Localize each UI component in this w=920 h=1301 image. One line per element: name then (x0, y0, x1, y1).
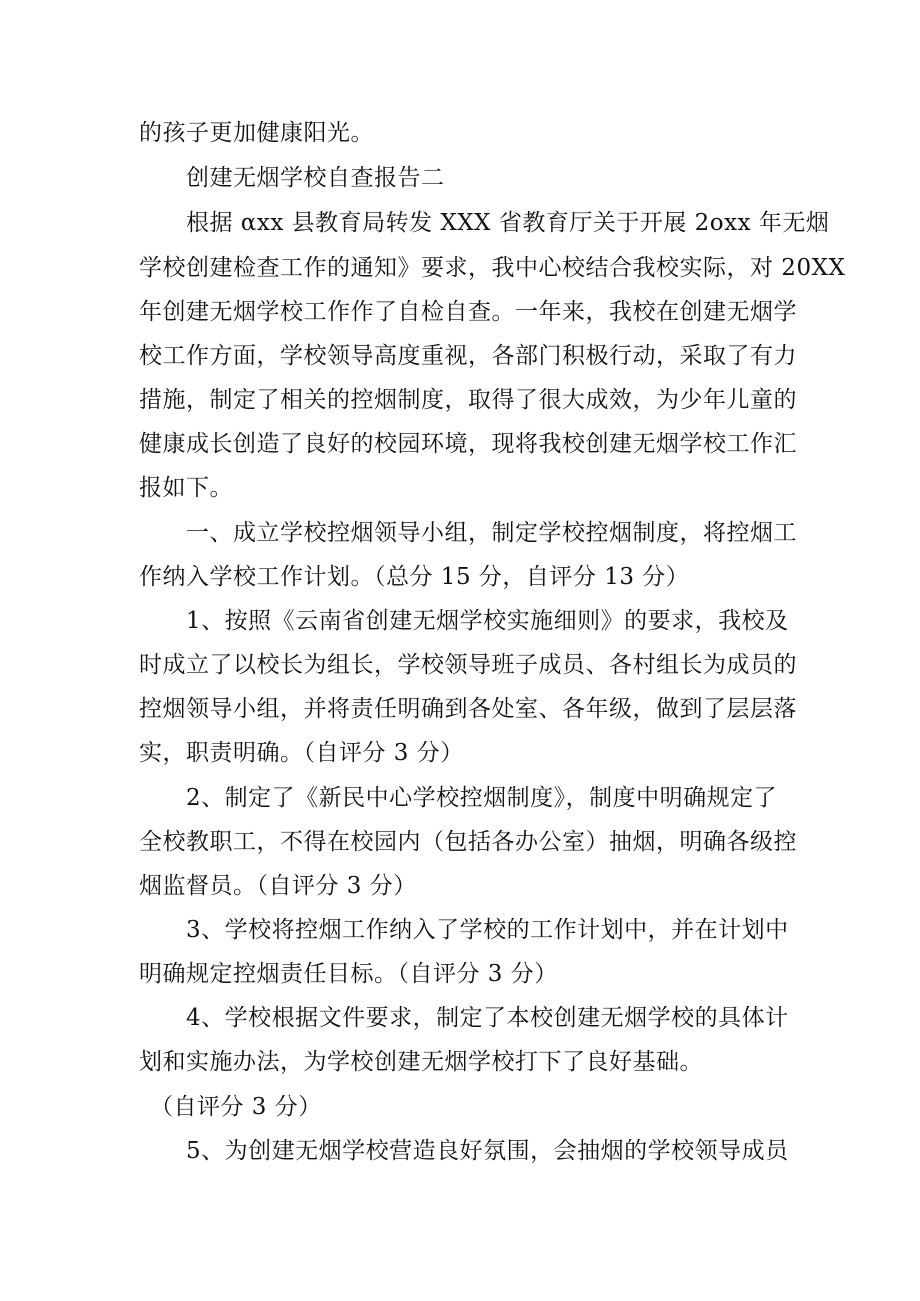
text-line-1: 的孩子更加健康阳光。 (139, 120, 374, 146)
text-line-15: 实，职责明确。（自评分 3 分） (139, 740, 464, 766)
text-line-18: 烟监督员。（自评分 3 分） (139, 873, 417, 899)
text-line-5: 年创建无烟学校工作作了自检自查。一年来，我校在创建无烟学 (139, 299, 797, 325)
text-line-7: 措施，制定了相关的控烟制度，取得了很大成效，为少年儿童的 (139, 387, 797, 413)
text-line-16: 2、制定了《新民中心学校控烟制度》，制度中明确规定了 (186, 785, 778, 811)
text-line-21: 4、学校根据文件要求，制定了本校创建无烟学校的具体计 (186, 1005, 789, 1031)
text-line-24: 5、为创建无烟学校营造良好氛围，会抽烟的学校领导成员 (186, 1138, 789, 1164)
text-line-3: 根据 αxx 县教育局转发 XXX 省教育厅关于开展 2oxx 年无烟 (186, 210, 830, 236)
text-line-17: 全校教职工，不得在校园内（包括各办公室）抽烟，明确各级控 (139, 829, 797, 855)
text-line-9: 报如下。 (139, 475, 233, 501)
text-line-12: 1、按照《云南省创建无烟学校实施细则》的要求，我校及 (186, 608, 789, 634)
text-line-6: 校工作方面，学校领导高度重视，各部门积极行动，采取了有力 (139, 343, 797, 369)
text-line-8: 健康成长创造了良好的校园环境，现将我校创建无烟学校工作汇 (139, 431, 797, 457)
text-line-19: 3、学校将控烟工作纳入了学校的工作计划中，并在计划中 (186, 917, 789, 943)
text-line-22: 划和实施办法，为学校创建无烟学校打下了良好基础。 (139, 1049, 703, 1075)
text-line-10: 一、成立学校控烟领导小组，制定学校控烟制度，将控烟工 (186, 520, 797, 546)
text-line-20: 明确规定控烟责任目标。（自评分 3 分） (139, 961, 558, 987)
text-line-4: 学校创建检查工作的通知》要求，我中心校结合我校实际，对 20XX (139, 255, 846, 281)
text-line-13: 时成立了以校长为组长，学校领导班子成员、各村组长为成员的 (139, 652, 797, 678)
text-line-11: 作纳入学校工作计划。（总分 15 分，自评分 13 分） (139, 564, 690, 590)
text-line-23: （自评分 3 分） (150, 1094, 322, 1120)
section-heading: 创建无烟学校自查报告二 (186, 165, 445, 191)
text-line-14: 控烟领导小组，并将责任明确到各处室、各年级，做到了层层落 (139, 696, 797, 722)
